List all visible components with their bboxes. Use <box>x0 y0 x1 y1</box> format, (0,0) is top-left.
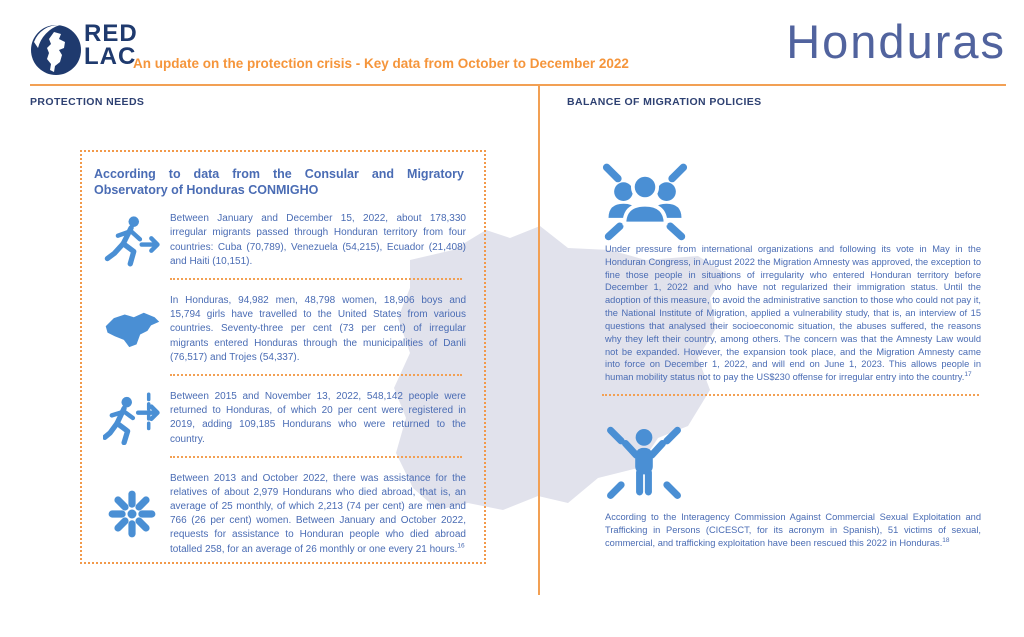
header-divider-line <box>30 84 1006 86</box>
item-separator <box>170 374 462 376</box>
returned-person-icon <box>102 391 162 445</box>
list-item <box>82 390 484 447</box>
item-separator <box>170 278 462 280</box>
item-text <box>170 390 466 447</box>
paragraph-text: According to the Interagency Commission Against Commercial Sexual Exploitation and Trafficking in Persons (CICESCT, for its acronym in Spanish), 51 victims of sexual, commercial, and trafficking exploitation have been rescued this 2022 in Honduras. <box>605 512 981 548</box>
item-text-body: Between January and December 15, 2022, about 178,330 irregular migrants passed through Honduran territory from four countries: Cuba (70,789), Venezuela (54,215), Ecuador (21,408) and Haiti (10,151). <box>170 213 466 267</box>
list-item <box>82 212 484 269</box>
item-text <box>170 212 466 269</box>
protection-needs-box <box>80 150 486 564</box>
footnote-ref: 18 <box>942 536 950 544</box>
footnote-ref: 17 <box>964 371 972 379</box>
honduras-map-icon <box>102 307 162 351</box>
cicesct-paragraph <box>605 511 981 549</box>
conmigho-heading: According to data from the Consular and Migratory Observatory of Honduras CONMIGHO <box>94 167 464 197</box>
item-separator <box>170 456 462 458</box>
column-divider-line <box>538 84 540 595</box>
report-subtitle: An update on the protection crisis - Key data from October to December 2022 <box>133 56 629 71</box>
list-item <box>82 472 484 557</box>
migrant-walking-arrow-icon <box>102 214 162 268</box>
person-protection-icon <box>600 418 688 506</box>
list-item <box>82 294 484 365</box>
country-title: Honduras <box>786 15 1006 68</box>
assistance-flower-icon <box>102 487 162 541</box>
section-separator <box>602 394 979 396</box>
item-text-body: Between 2013 and October 2022, there was assistance for the relatives of about 2,979 Hondurans who died abroad, that is, an average of 25 monthly, of which 2,213 (74 per cent) are men and 766 (26 per cent) women. Between January and October 2022, requests for assistance to Honduran people who died abroad totalled 258, for an average of 26 monthly or one every 21 hours. <box>170 472 466 555</box>
redlac-logo-globe-icon <box>30 24 82 76</box>
logo-line-red: RED <box>84 20 138 47</box>
migration-amnesty-paragraph <box>605 243 981 384</box>
footnote-ref: 16 <box>457 542 465 550</box>
protection-needs-heading: PROTECTION NEEDS <box>30 96 145 108</box>
item-text-body: Between 2015 and November 13, 2022, 548,142 people were returned to Honduras, of which 20 per cent were registered in 2019, adding 109,185 Hondurans who were returned to the country. <box>170 390 466 445</box>
item-text <box>170 294 466 365</box>
logo-line-lac: LAC <box>84 42 137 70</box>
paragraph-text: Under pressure from international organizations and following its vote in May in the Honduran Congress, in August 2022 the Migration Amnesty was approved, the exception to fine those people in situations of irregularity who entered Honduran territory before December 1, 2022 and who have not regularized their immigration status. Until the adoption of this measure, to avoid the administrative sanction to those who could not pay it, the National Institute of Migration, applied a vulnerability study, that is, an interview of 15 questions that analysed their socioeconomic situation, the abuses suffered, the reasons why they left their country, among others. The concern was that the Amnesty Law would not be expanded. However, the expansion took place, and the Migration Amnesty came into force on December 1, 2022, and will end on June 1, 2023. This allows people in human mobility status not to pay the US$230 offense for irregular entry into the country. <box>605 244 981 383</box>
item-text-body: In Honduras, 94,982 men, 48,798 women, 18,906 boys and 15,794 girls have travelled to the United States from various countries. Seventy-three per cent (73 per cent) of irregular migrants entered Honduras through the municipalities of Danli (76,517) and Trojes (54,337). <box>170 295 466 363</box>
item-text <box>170 472 466 557</box>
redlac-logo-text <box>84 20 138 70</box>
people-group-icon <box>598 158 692 244</box>
migration-policies-heading: BALANCE OF MIGRATION POLICIES <box>567 96 762 108</box>
